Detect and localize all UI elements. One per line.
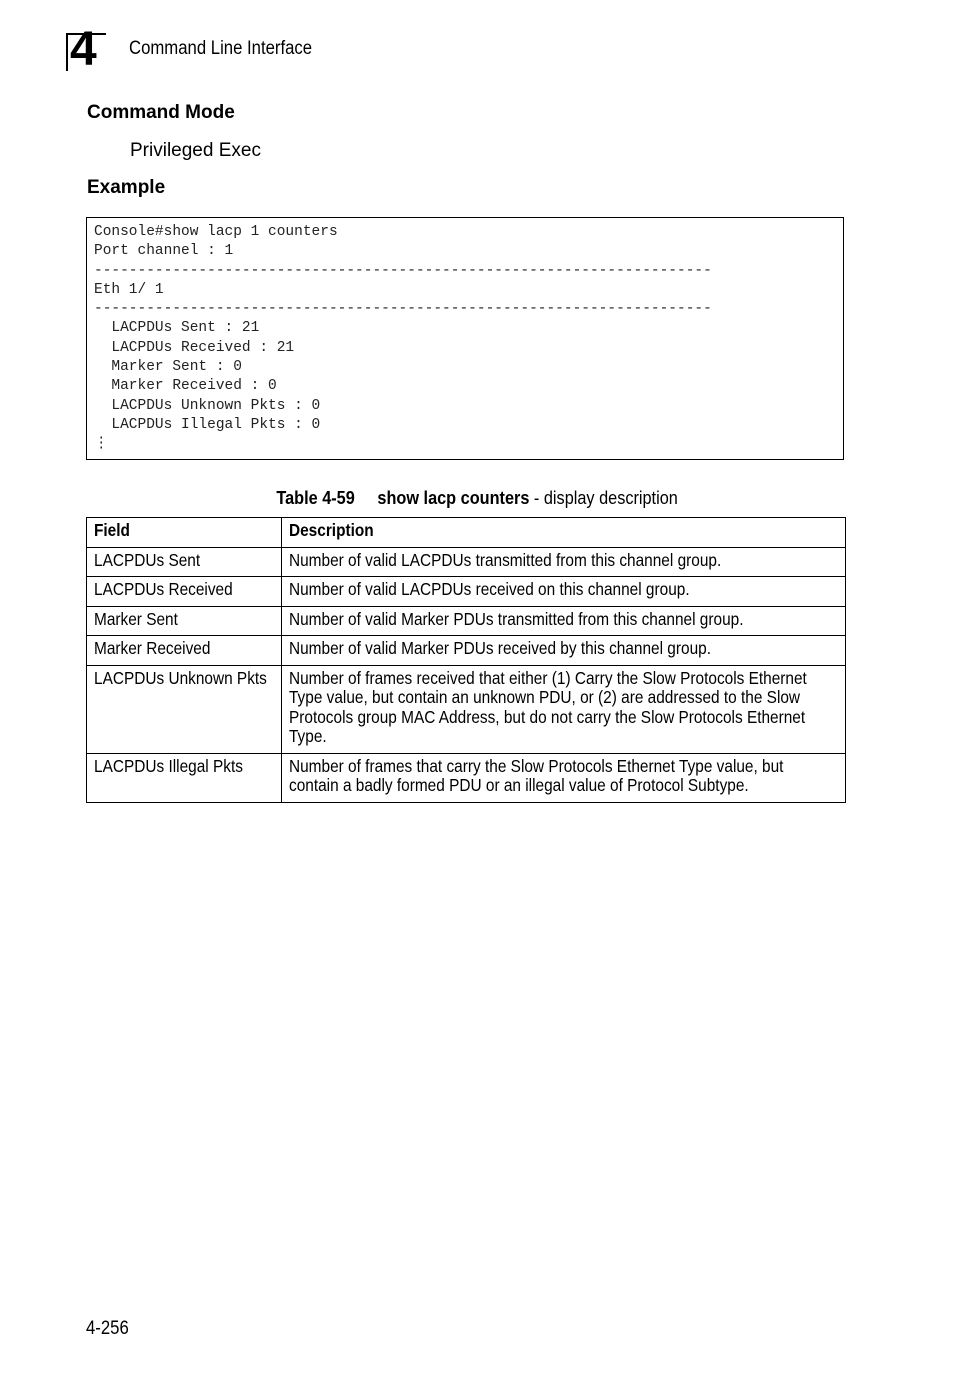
code-line: LACPDUs Illegal Pkts : 0 [94,416,321,433]
table-caption [0,487,954,509]
code-line: LACPDUs Sent : 21 [94,320,260,337]
table-caption-command: show lacp counters [377,487,530,508]
code-example [87,218,843,455]
table-header-row [87,518,846,548]
code-line: LACPDUs Unknown Pkts : 0 [94,397,321,414]
description-cell: Number of frames that carry the Slow Protocols Ethernet Type value, but contain a badly formed PDU or an illegal value of Protocol Subtype. [282,753,846,802]
header-field: Field [87,518,282,548]
description-cell: Number of valid LACPDUs received on this channel group. [282,577,846,607]
field-cell: LACPDUs Illegal Pkts [87,753,282,802]
field-cell: LACPDUs Sent [87,547,282,577]
code-line: ----------------------------------------------------------------------- [94,301,712,318]
field-cell: Marker Received [87,636,282,666]
field-cell: Marker Sent [87,606,282,636]
code-line: ----------------------------------------------------------------------- [94,262,712,279]
example-heading: Example [87,177,166,198]
code-line: Console#show lacp 1 counters [94,224,338,240]
description-table [86,517,846,803]
header-description: Description [282,518,846,548]
code-line: LACPDUs Received : 21 [94,339,295,356]
table-caption-number: Table 4-59 [276,487,355,508]
table-row [87,665,846,753]
chapter-number: 4 [70,23,97,76]
field-cell: LACPDUs Received [87,577,282,607]
code-line: Eth 1/ 1 [94,281,164,298]
table-row [87,577,846,607]
code-line: ⋮ [94,436,109,453]
description-cell: Number of frames received that either (1) Carry the Slow Protocols Ethernet Type value, but contain an unknown PDU, or (2) are addressed to the Slow Protocols group MAC Address, but do not carry the Slow Protocols Ethernet Type. [282,665,846,753]
table-row [87,753,846,802]
table-row [87,606,846,636]
table-caption-rest: - display description [529,487,678,508]
code-line: Marker Sent : 0 [94,359,242,376]
code-line: Marker Received : 0 [94,378,277,395]
running-header-title: Command Line Interface [129,38,313,59]
code-example-box [86,217,844,460]
command-mode-heading: Command Mode [87,102,235,123]
description-cell: Number of valid LACPDUs transmitted from this channel group. [282,547,846,577]
field-cell: LACPDUs Unknown Pkts [87,665,282,753]
table-row [87,547,846,577]
table-row [87,636,846,666]
page-number: 4-256 [86,1318,129,1339]
description-cell: Number of valid Marker PDUs transmitted from this channel group. [282,606,846,636]
code-line: Port channel : 1 [94,243,234,260]
description-cell: Number of valid Marker PDUs received by this channel group. [282,636,846,666]
command-mode-value: Privileged Exec [130,140,261,161]
